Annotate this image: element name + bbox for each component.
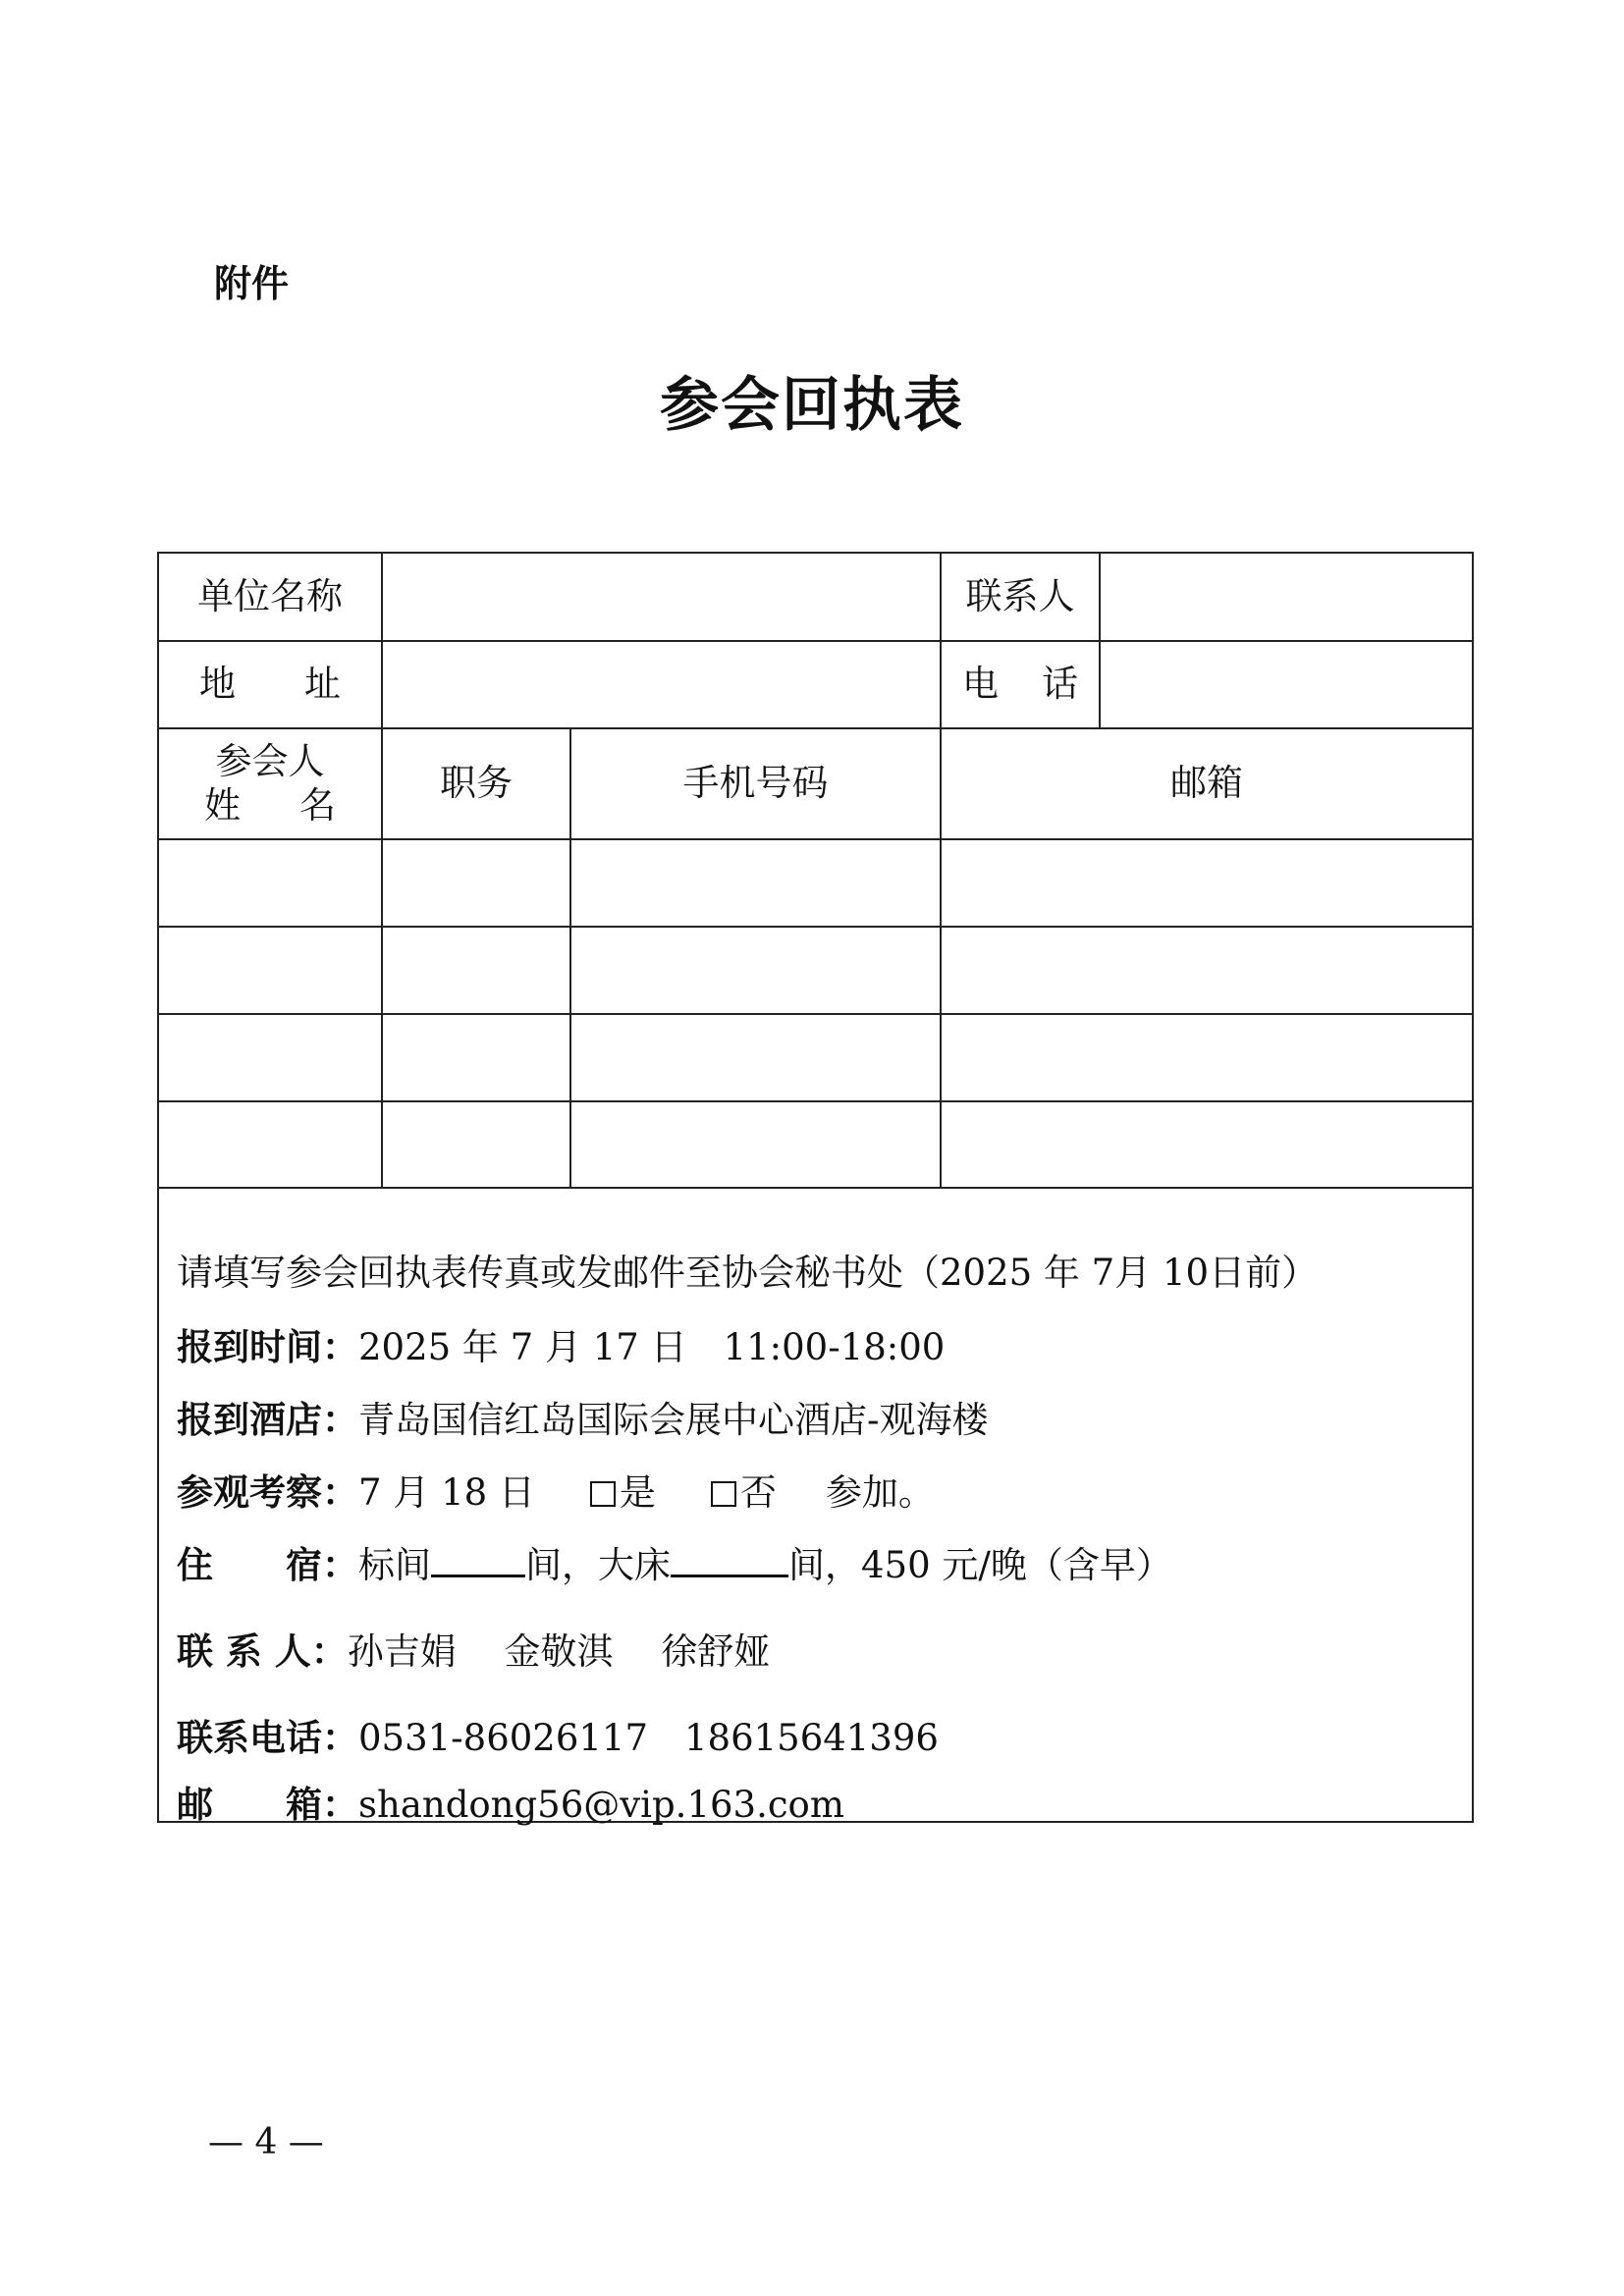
king-room-count-blank[interactable] <box>671 1545 788 1577</box>
visit-yes-label: 是 <box>619 1471 656 1514</box>
phone-field[interactable] <box>1101 642 1472 727</box>
visit-no-label: 否 <box>739 1471 777 1514</box>
instruction-line: 请填写参会回执表传真或发邮件至协会秘书处（2025 年 7月 10日前） <box>177 1252 1319 1294</box>
email-label: 邮 箱： <box>177 1784 358 1826</box>
checkin-time-value: 2025 年 7 月 17 日 11:00-18:00 <box>358 1326 946 1368</box>
contacts-value: 孙吉娟 金敬淇 徐舒娅 <box>347 1630 771 1673</box>
address-label-char: 地 <box>199 663 236 706</box>
visit-suffix: 参加。 <box>825 1471 935 1514</box>
phone-label <box>942 642 1099 727</box>
contacts-label: 联 系 人： <box>177 1630 348 1673</box>
lodging-standard-label: 标间 <box>358 1544 431 1586</box>
row-divider <box>159 1187 1472 1189</box>
address-label-char: 址 <box>304 663 341 706</box>
org-name-field[interactable] <box>383 554 940 640</box>
checkin-time-label: 报到时间： <box>177 1326 358 1368</box>
visit-label: 参观考察： <box>177 1471 358 1514</box>
email-value: shandong56@vip.163.com <box>358 1784 844 1826</box>
mobile-header: 手机号码 <box>682 762 829 805</box>
visit-no-checkbox[interactable] <box>711 1481 736 1507</box>
phone-label-char: 话 <box>1042 663 1078 706</box>
page-number: — 4 — <box>208 2122 324 2163</box>
attendee-header-line2 <box>204 784 336 828</box>
contact-phone-value: 0531-86026117 18615641396 <box>358 1717 939 1759</box>
checkin-time-line <box>177 1317 945 1370</box>
annex-label: 附件 <box>214 262 290 305</box>
attendee-header-line1: 参会人 <box>215 740 325 783</box>
visit-line <box>177 1463 935 1516</box>
phone-label-char: 电 <box>962 663 999 706</box>
visit-date: 7 月 18 日 <box>358 1471 535 1514</box>
contact-phone-line <box>177 1708 939 1761</box>
contact-label: 联系人 <box>965 574 1075 617</box>
contacts-line <box>177 1622 770 1675</box>
attendee-row[interactable] <box>159 840 1472 926</box>
standard-room-count-blank[interactable] <box>431 1545 525 1577</box>
lodging-room-label: 间，大床 <box>525 1544 671 1586</box>
attendee-row[interactable] <box>159 928 1472 1013</box>
address-field[interactable] <box>383 642 940 727</box>
contact-phone-label: 联系电话： <box>177 1717 358 1759</box>
visit-yes-checkbox[interactable] <box>590 1481 616 1507</box>
attendee-name-header <box>159 729 381 838</box>
hotel-label: 报到酒店： <box>177 1399 358 1441</box>
attendee-header-char: 名 <box>299 783 336 827</box>
page-title: 参会回执表 <box>660 371 964 440</box>
lodging-label: 住 宿： <box>177 1544 358 1586</box>
hotel-value: 青岛国信红岛国际会展中心酒店-观海楼 <box>358 1399 989 1441</box>
email-line <box>177 1775 844 1828</box>
lodging-tail: 间，450 元/晚（含早） <box>788 1544 1172 1586</box>
contact-field[interactable] <box>1101 554 1472 640</box>
attendee-row[interactable] <box>159 1015 1472 1100</box>
hotel-line <box>177 1390 989 1443</box>
email-header: 邮箱 <box>1170 762 1243 805</box>
attendee-row[interactable] <box>159 1102 1472 1187</box>
org-name-label: 单位名称 <box>197 574 343 617</box>
position-header: 职务 <box>440 762 513 805</box>
lodging-line <box>177 1535 1172 1588</box>
attendee-header-char: 姓 <box>204 783 241 827</box>
address-label <box>159 642 381 727</box>
